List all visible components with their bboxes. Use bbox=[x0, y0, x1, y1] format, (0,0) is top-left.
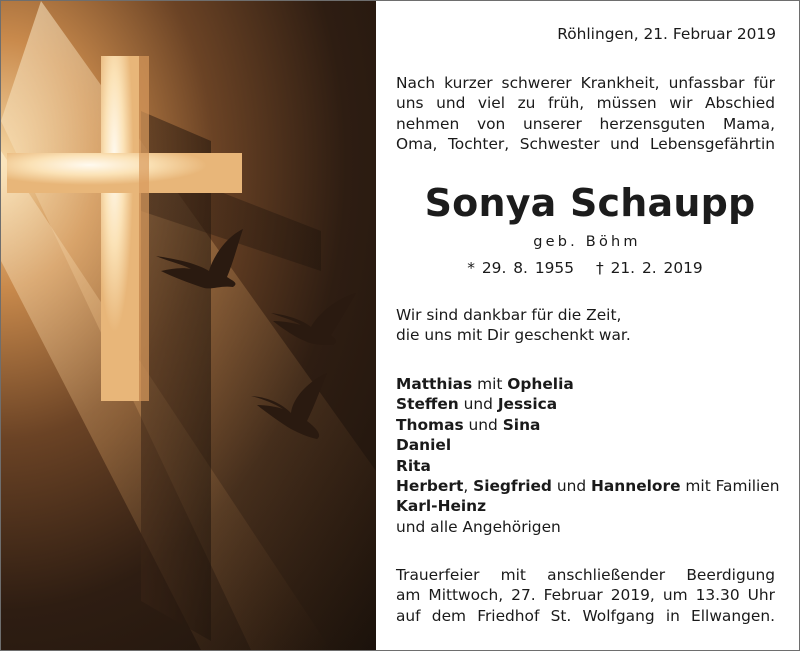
mourner-text: Siegfried bbox=[473, 477, 552, 496]
birth-date: * 29. 8. 1955 bbox=[467, 259, 574, 277]
mourner-row bbox=[396, 496, 781, 516]
intro-line: Oma, Tochter, Schwester und Lebensgefährtin bbox=[396, 135, 775, 154]
mourner-text: und bbox=[463, 415, 503, 434]
mourner-text: Ophelia bbox=[507, 375, 574, 393]
place-date: Röhlingen, 21. Februar 2019 bbox=[557, 25, 776, 43]
mourner-row bbox=[396, 476, 781, 496]
mourner-row bbox=[396, 374, 781, 394]
mourner-text: und bbox=[458, 395, 498, 414]
service-line: auf dem Friedhof St. Wolfgang in Ellwangen. bbox=[396, 606, 775, 625]
cross-illustration bbox=[1, 1, 376, 650]
mourner-text: und alle Angehörigen bbox=[396, 517, 561, 536]
dove-icon bbox=[271, 293, 356, 345]
notice-text bbox=[390, 0, 790, 651]
mourner-text: Hannelore bbox=[591, 477, 681, 496]
mourners-list bbox=[396, 374, 781, 537]
mourner-text: mit Familien bbox=[680, 477, 780, 496]
mourner-text: Sina bbox=[502, 415, 541, 434]
intro-line: Nach kurzer schwerer Krankheit, unfassbar für bbox=[396, 74, 775, 92]
mourner-text: Daniel bbox=[396, 436, 452, 455]
quote-line: die uns mit Dir geschenkt war. bbox=[396, 326, 631, 345]
cross-horizontal bbox=[7, 153, 242, 193]
deceased-name: Sonya Schaupp bbox=[424, 181, 756, 225]
mourner-text: Thomas bbox=[396, 415, 464, 434]
mourner-text: mit bbox=[472, 375, 508, 393]
intro-text bbox=[396, 73, 775, 155]
mourner-row bbox=[396, 435, 781, 455]
mourner-text: Matthias bbox=[396, 375, 473, 393]
mourner-text: Jessica bbox=[497, 395, 558, 414]
cross-vertical bbox=[101, 56, 139, 401]
intro-line: nehmen von unserer herzensguten Mama, bbox=[396, 114, 775, 133]
service-line: am Mittwoch, 27. Februar 2019, um 13.30 Uhr bbox=[396, 586, 775, 605]
mourner-text: Rita bbox=[396, 456, 431, 475]
cross-side bbox=[139, 56, 149, 401]
intro-line: uns und viel zu früh, müssen wir Abschied bbox=[396, 94, 775, 113]
mourner-text: , bbox=[463, 477, 474, 496]
mourner-text: Karl-Heinz bbox=[396, 497, 487, 516]
quote bbox=[396, 305, 776, 346]
funeral-service bbox=[396, 565, 775, 626]
mourner-row bbox=[396, 394, 781, 414]
mourner-text: und bbox=[551, 477, 592, 496]
maiden-name: geb. Böhm bbox=[533, 234, 641, 250]
life-dates bbox=[390, 258, 780, 278]
mourner-row bbox=[396, 456, 781, 476]
service-line: Trauerfeier mit anschließender Beerdigung bbox=[396, 566, 775, 584]
mourner-row bbox=[396, 517, 781, 537]
mourner-text: Steffen bbox=[396, 395, 459, 414]
mourner-row bbox=[396, 415, 781, 435]
death-date: † 21. 2. 2019 bbox=[596, 259, 703, 277]
quote-line: Wir sind dankbar für die Zeit, bbox=[396, 306, 622, 324]
cross-image bbox=[1, 1, 376, 650]
mourner-text: Herbert bbox=[396, 477, 464, 496]
